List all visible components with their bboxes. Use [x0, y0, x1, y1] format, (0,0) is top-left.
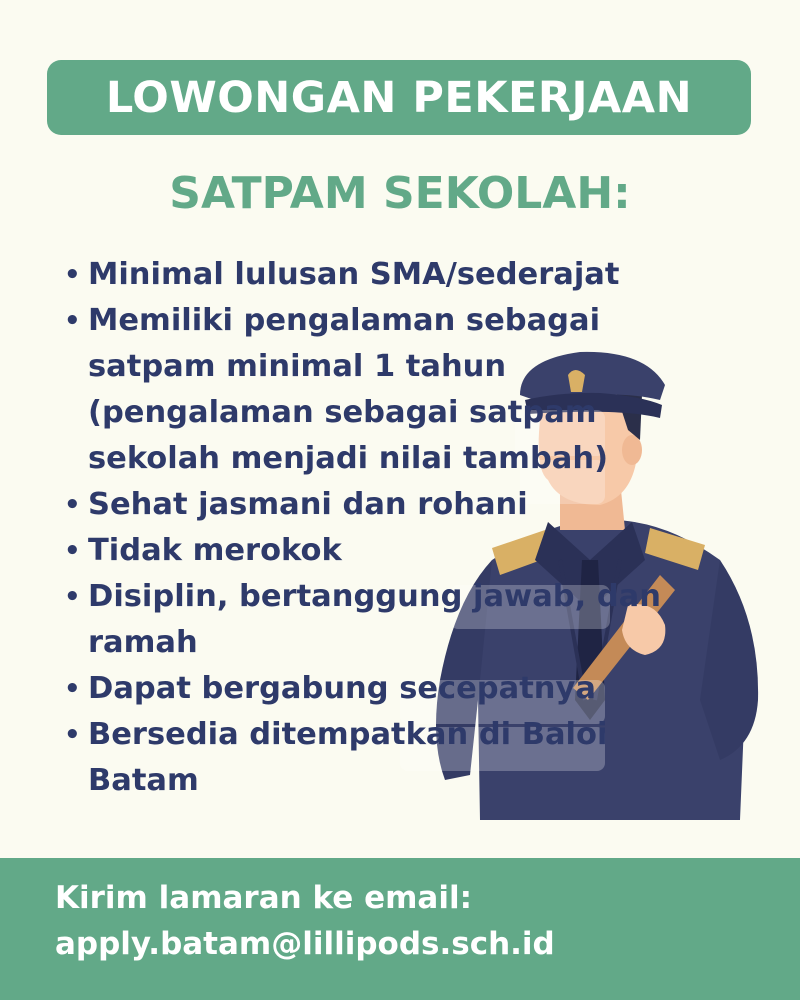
bullet-icon: •	[64, 260, 81, 290]
requirement-text: Disiplin, bertanggung jawab, dan ramah	[88, 579, 661, 660]
list-item	[62, 252, 702, 298]
list-item	[62, 298, 702, 482]
bullet-icon: •	[64, 306, 81, 336]
list-item	[62, 528, 702, 574]
list-item	[62, 666, 702, 712]
job-position-subtitle: SATPAM SEKOLAH:	[169, 168, 631, 219]
list-item	[62, 712, 702, 804]
apply-email[interactable]: apply.batam@lillipods.sch.id	[55, 926, 555, 962]
bullet-icon: •	[64, 582, 81, 612]
apply-instruction: Kirim lamaran ke email:	[55, 880, 472, 916]
contact-footer	[0, 858, 800, 1000]
requirements-list	[62, 252, 702, 804]
page-title: LOWONGAN PEKERJAAN	[105, 72, 693, 123]
requirement-text: Dapat bergabung secepatnya	[88, 671, 596, 706]
requirement-text: Minimal lulusan SMA/sederajat	[88, 257, 620, 292]
requirement-text: Tidak merokok	[88, 533, 342, 568]
requirement-text: Memiliki pengalaman sebagai satpam minimal 1 tahun (pengalaman sebagai satpam sekolah menjadi nilai tambah)	[88, 303, 609, 476]
requirement-text: Sehat jasmani dan rohani	[88, 487, 528, 522]
list-item	[62, 574, 702, 666]
list-item	[62, 482, 702, 528]
bullet-icon: •	[64, 674, 81, 704]
bullet-icon: •	[64, 490, 81, 520]
bullet-icon: •	[64, 536, 81, 566]
requirement-text: Bersedia ditempatkan di Baloi Batam	[88, 717, 608, 798]
bullet-icon: •	[64, 720, 81, 750]
